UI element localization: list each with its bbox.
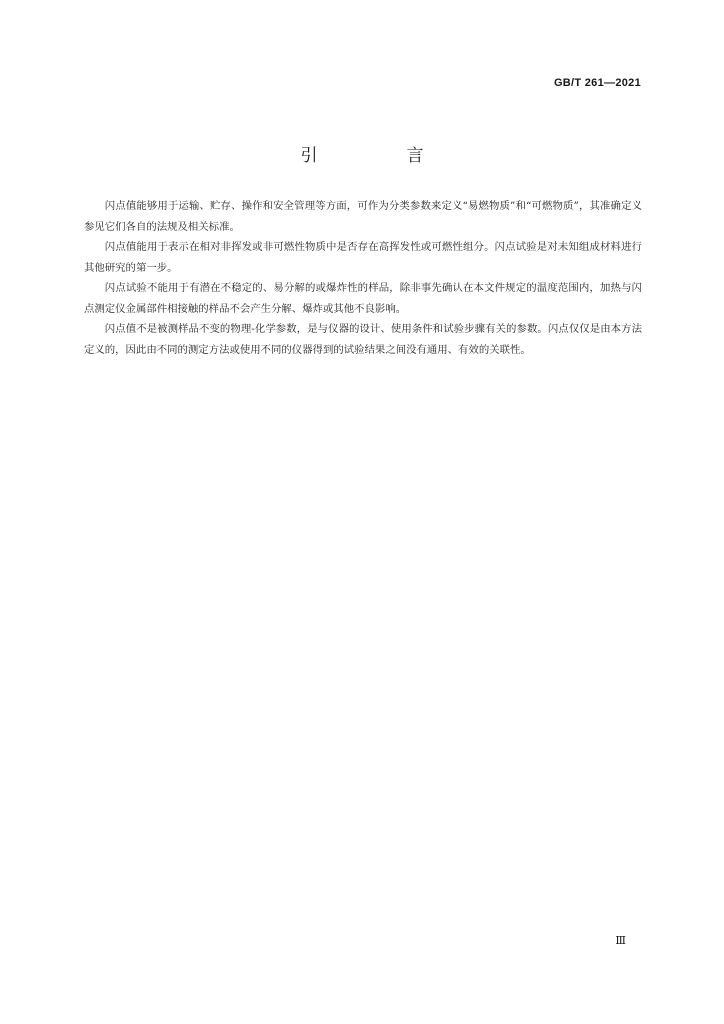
paragraph-3: 闪点试验不能用于有潜在不稳定的、易分解的或爆炸性的样品，除非事先确认在本文件规定的温度范围内，加热与闪点测定仪金属部件相接触的样品不会产生分解、爆炸或其他不良影响。 bbox=[84, 282, 642, 315]
standard-number: GB/T 261—2021 bbox=[553, 77, 641, 89]
page-number: Ⅲ bbox=[615, 935, 626, 947]
introduction-body bbox=[84, 196, 642, 360]
paragraph-1: 闪点值能够用于运输、贮存、操作和安全管理等方面，可作为分类参数来定义“易燃物质”和“可燃物质”，其准确定义参见它们各自的法规及相关标准。 bbox=[84, 200, 642, 233]
page-title: 引 言 bbox=[300, 146, 460, 166]
paragraph-2: 闪点值能用于表示在相对非挥发或非可燃性物质中是否存在高挥发性或可燃性组分。闪点试验是对未知组成材料进行其他研究的第一步。 bbox=[84, 241, 642, 274]
paragraph-4: 闪点值不是被测样品不变的物理-化学参数，是与仪器的设计、使用条件和试验步骤有关的参数。闪点仅仅是由本方法定义的，因此由不同的测定方法或使用不同的仪器得到的试验结果之间没有通用、有效的关联性。 bbox=[84, 323, 642, 356]
